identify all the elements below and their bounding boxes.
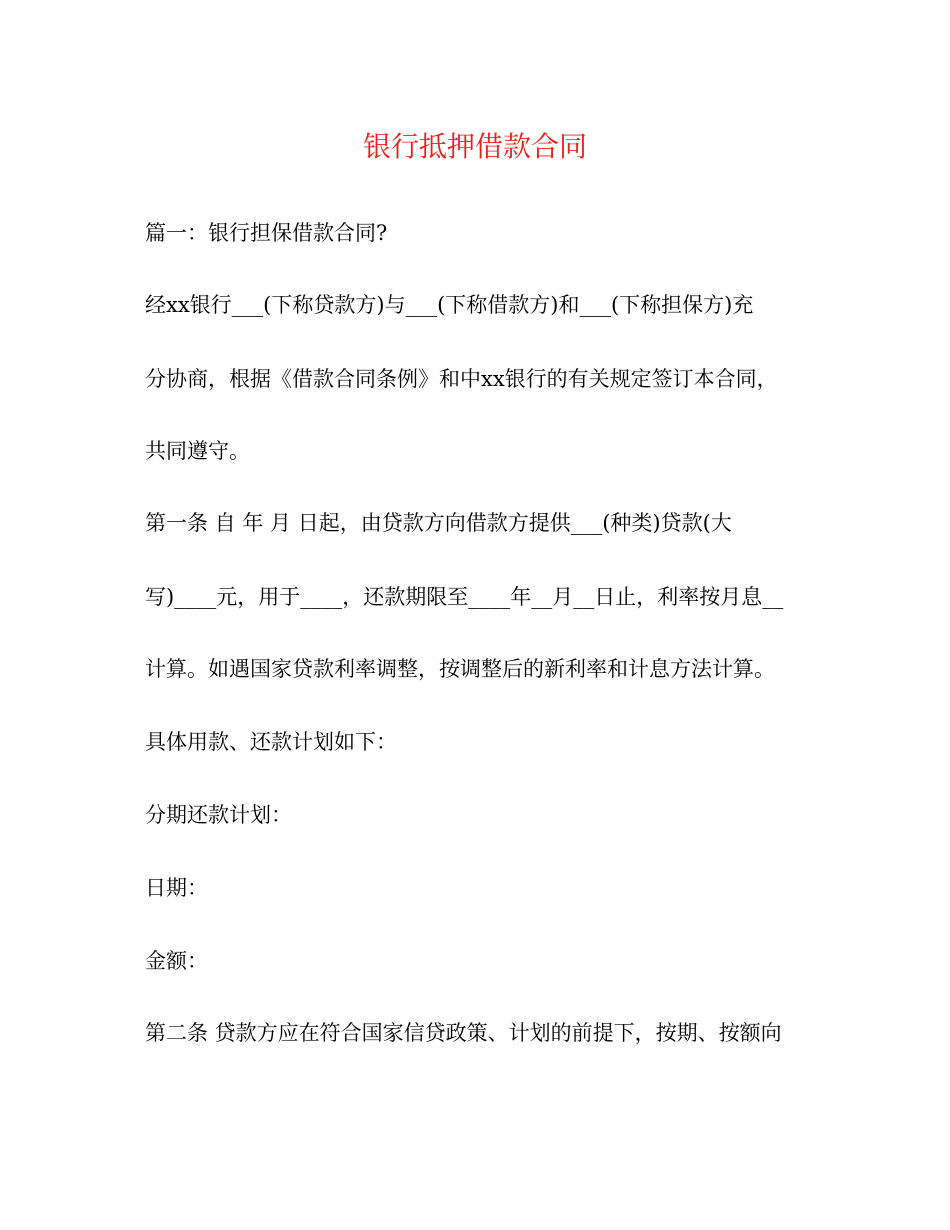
- paragraph-line: 分协商，根据《借款合同条例》和中xx银行的有关规定签订本合同，: [145, 367, 778, 391]
- article-line: 具体用款、还款计划如下：: [145, 730, 397, 754]
- document-title: 银行抵押借款合同: [362, 130, 587, 163]
- article-line: 写)____元，用于____，还款期限至____年__月__日止，利率按月息__: [145, 585, 784, 609]
- paragraph-line: 经xx银行___(下称贷款方)与___(下称借款方)和___(下称担保方)充: [145, 293, 754, 317]
- article-line: 第一条 自 年 月 日起，由贷款方向借款方提供___(种类)贷款(大: [145, 511, 732, 535]
- date-field-label: 日期：: [145, 876, 208, 900]
- repayment-plan-label: 分期还款计划：: [145, 803, 292, 827]
- amount-field-label: 金额：: [145, 949, 208, 973]
- paragraph-line: 共同遵守。: [145, 439, 250, 463]
- section-heading-line: 篇一：银行担保借款合同?: [145, 221, 388, 245]
- article-line: 计算。如遇国家贷款利率调整，按调整后的新利率和计息方法计算。: [145, 657, 775, 681]
- article-line: 第二条 贷款方应在符合国家信贷政策、计划的前提下，按期、按额向: [145, 1021, 782, 1045]
